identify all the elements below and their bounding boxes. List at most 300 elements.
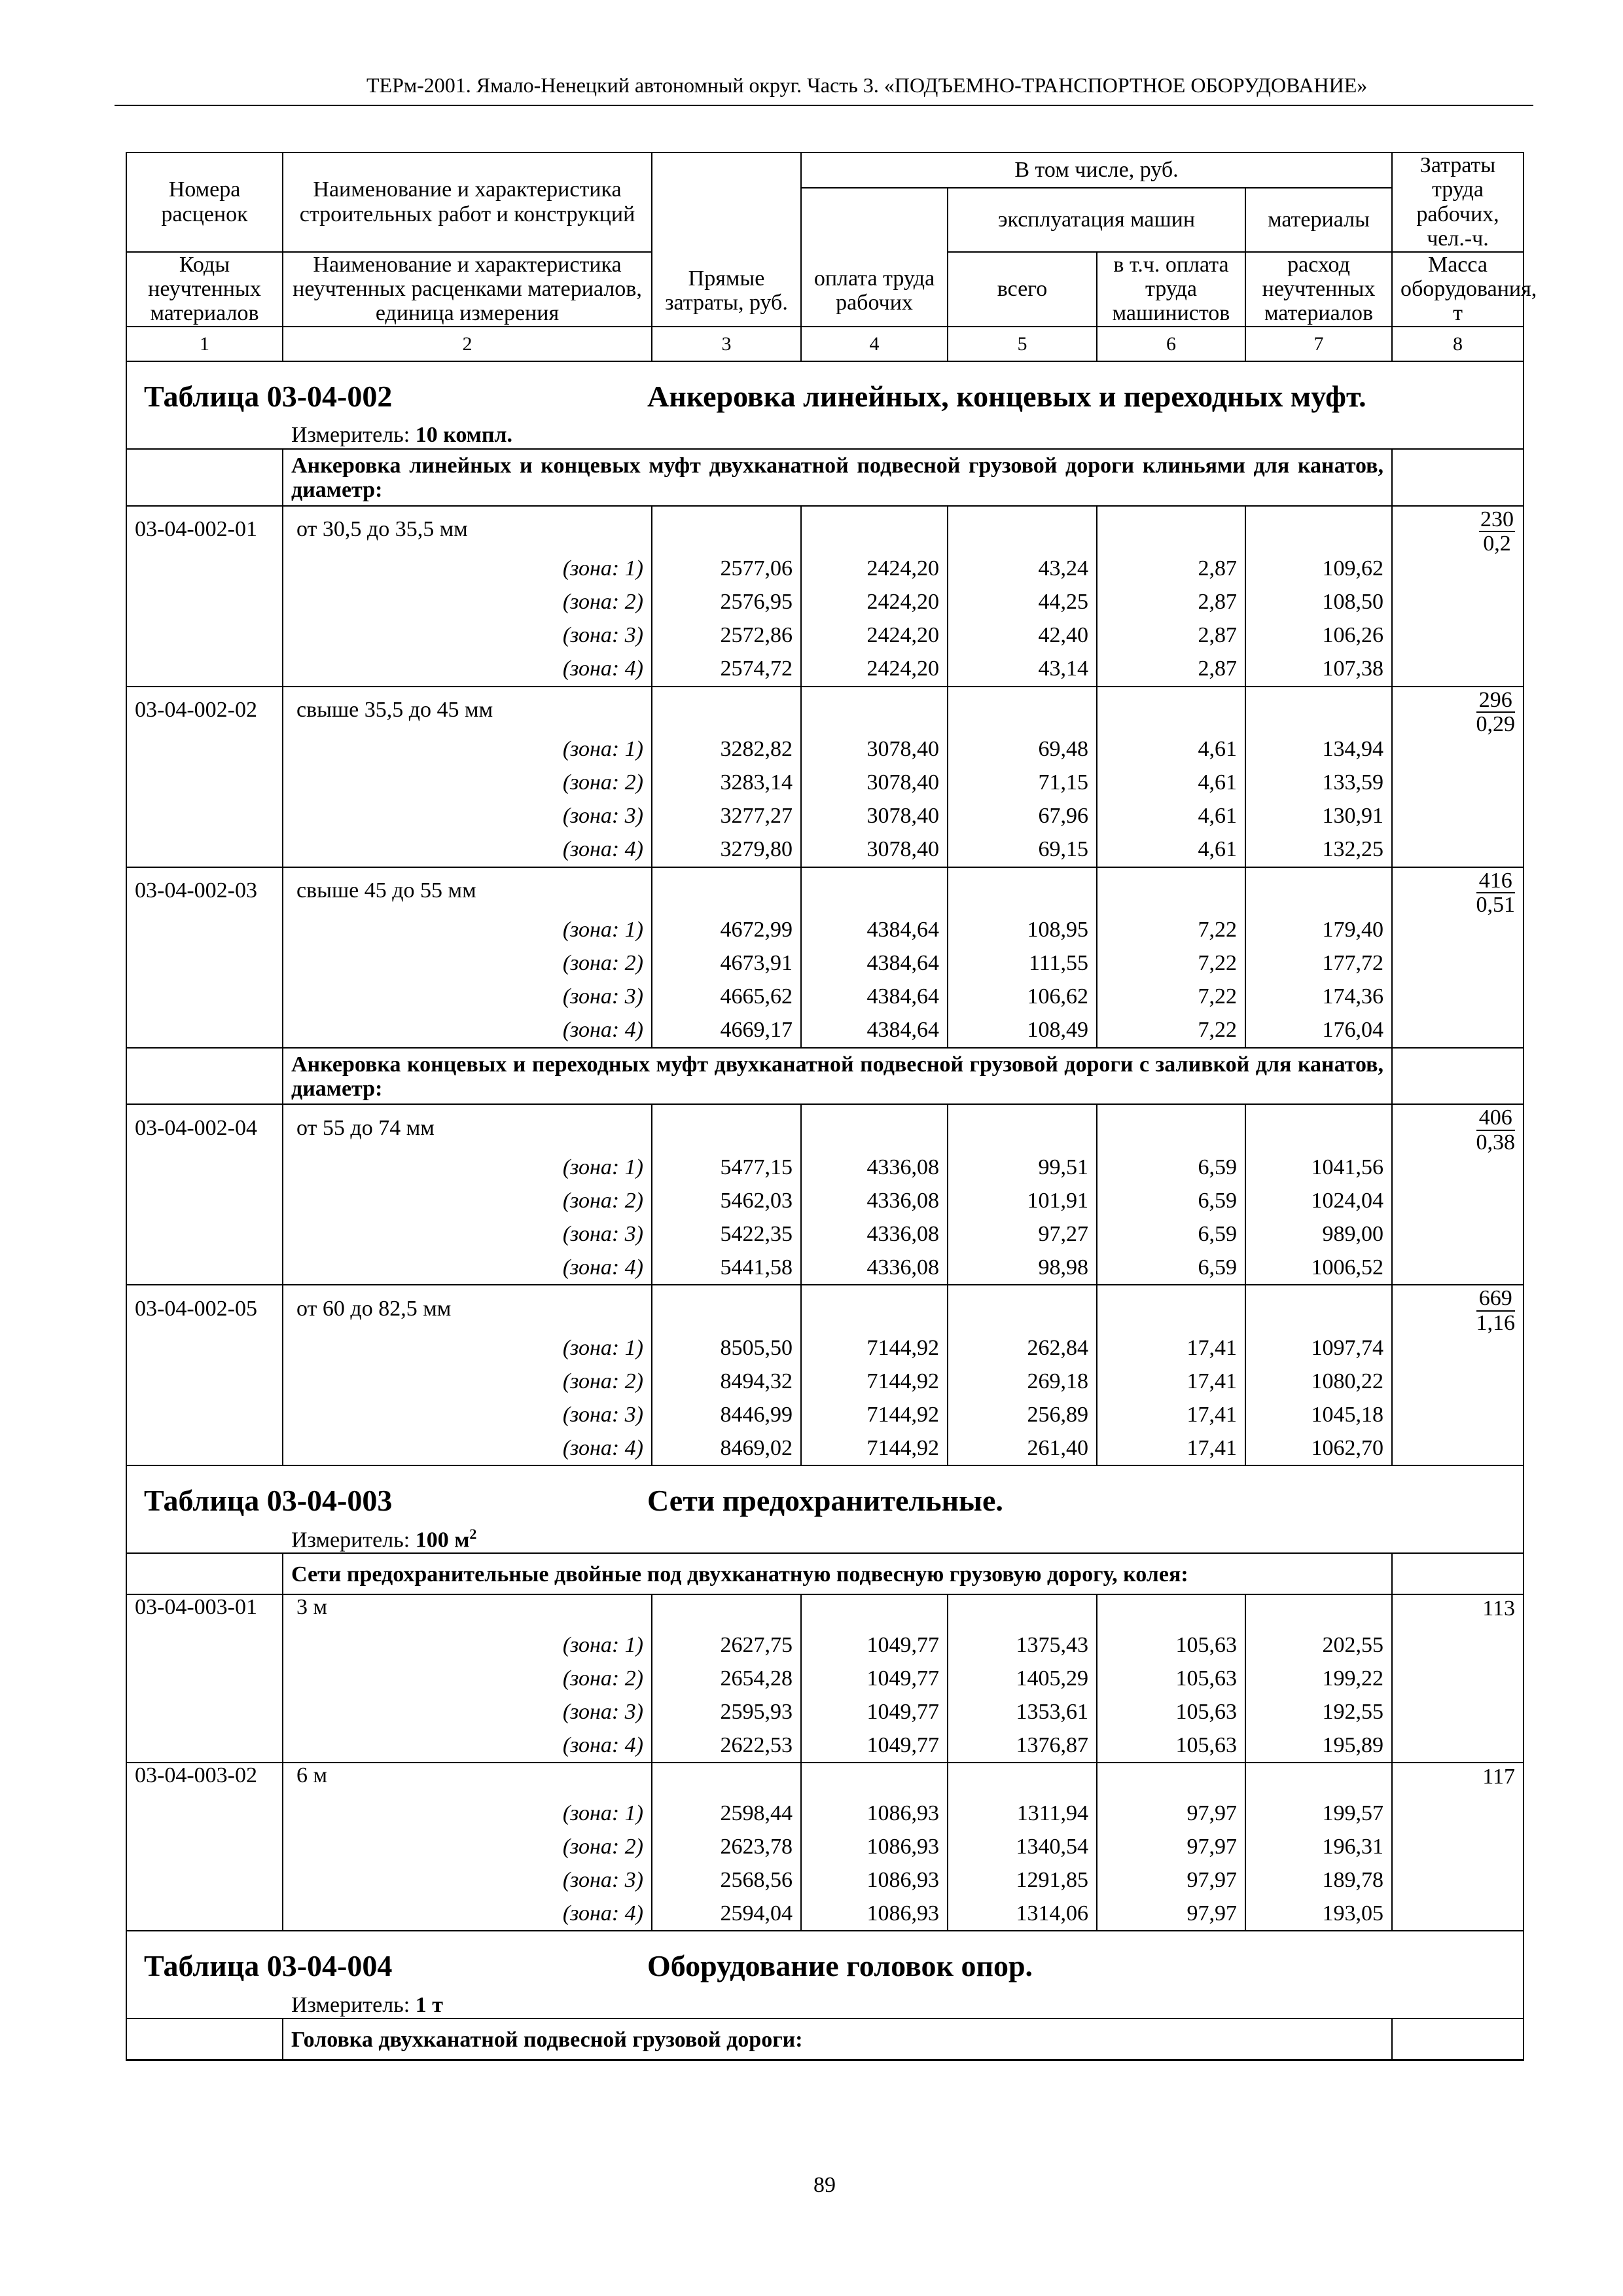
col-3-label: Прямые затраты, руб. [665,266,788,315]
zone-value: 6,59 [1097,1184,1245,1217]
zone-value: 2576,95 [652,586,801,619]
zone-row [126,914,1524,947]
zone-value: 1049,77 [801,1628,948,1662]
empty-cell [126,1830,283,1863]
zone-value: 3277,27 [652,800,801,833]
zone-row [126,1398,1524,1431]
empty-cell [126,1863,283,1897]
zone-value: 2627,75 [652,1628,801,1662]
zone-value: 2595,93 [652,1695,801,1729]
rate-description: 3 м [283,1594,652,1628]
col-4-header [801,188,948,327]
zone-label: (зона: 4) [283,1897,652,1931]
empty-cell [126,1695,283,1729]
section-row [126,449,1524,506]
zone-label: (зона: 3) [283,800,652,833]
zone-value: 105,63 [1097,1628,1245,1662]
zone-label: (зона: 2) [283,586,652,619]
zone-label: (зона: 2) [283,1184,652,1217]
section-heading: Анкеровка линейных и концевых муфт двухканатной подвесной грузовой дороги клиньями для канатов, диаметр: [283,449,1392,506]
zone-row [126,1014,1524,1048]
meter-row [126,422,1524,449]
mass-value: 0,38 [1476,1130,1515,1155]
section-heading: Сети предохранительные двойные под двухканатную подвесную грузовую дорогу, колея: [283,1553,1392,1594]
zone-row [126,1184,1524,1217]
labor-cell [1392,1763,1524,1931]
empty-cell [126,1014,283,1048]
zone-value: 8494,32 [652,1365,801,1398]
zone-label: (зона: 4) [283,1251,652,1285]
labor-value: 230 [1480,507,1514,531]
zone-label: (зона: 4) [283,1729,652,1763]
zone-value: 1049,77 [801,1662,948,1695]
zone-value: 1024,04 [1245,1184,1392,1217]
zone-row [126,1217,1524,1251]
zone-value: 4,61 [1097,833,1245,867]
col-num: 4 [801,327,948,361]
zone-label: (зона: 3) [283,1695,652,1729]
zone-value: 3078,40 [801,833,948,867]
zone-value: 7144,92 [801,1365,948,1398]
rate-row [126,1763,1524,1797]
zone-label: (зона: 4) [283,653,652,687]
zone-value: 6,59 [1097,1217,1245,1251]
zone-value: 2,87 [1097,552,1245,586]
rate-description: от 30,5 до 35,5 мм [283,506,652,552]
empty-cell [1245,1104,1392,1151]
empty-cell [1097,1594,1245,1628]
zone-value: 2577,06 [652,552,801,586]
empty-cell [126,766,283,800]
labor-value: 113 [1482,1596,1515,1621]
zone-value: 4336,08 [801,1151,948,1184]
zone-value: 1049,77 [801,1729,948,1763]
zone-value: 5441,58 [652,1251,801,1285]
zone-row [126,586,1524,619]
zone-value: 108,49 [948,1014,1097,1048]
col-7a-header: материалы [1245,188,1392,252]
zone-value: 269,18 [948,1365,1097,1398]
empty-cell [652,1594,801,1628]
zone-value: 4673,91 [652,947,801,980]
table-title-row [126,1931,1524,1992]
empty-cell [652,867,801,914]
running-header: ТЕРм-2001. Ямало-Ненецкий автономный округ. Часть 3. «ПОДЪЕМНО-ТРАНСПОРТНОЕ ОБОРУДОВАНИЕ» [366,73,1368,97]
col-num: 5 [948,327,1097,361]
zone-row [126,1662,1524,1695]
zone-row [126,1251,1524,1285]
empty-cell [126,914,283,947]
zone-value: 261,40 [948,1431,1097,1465]
rate-row [126,687,1524,733]
zone-value: 97,97 [1097,1830,1245,1863]
zone-value: 6,59 [1097,1251,1245,1285]
zone-value: 2424,20 [801,653,948,687]
empty-cell [652,687,801,733]
zone-value: 4384,64 [801,980,948,1014]
zone-value: 1080,22 [1245,1365,1392,1398]
meter-label: Измеритель: [291,423,410,448]
labor-cell [1392,506,1524,687]
zone-value: 1006,52 [1245,1251,1392,1285]
labor-mass-fraction [1476,689,1516,736]
zone-value: 262,84 [948,1331,1097,1365]
zone-value: 3283,14 [652,766,801,800]
zone-value: 4384,64 [801,914,948,947]
empty-cell [948,1285,1097,1331]
table-name: Оборудование головок опор. [647,1949,1033,1983]
section-heading: Анкеровка концевых и переходных муфт двухканатной подвесной грузовой дороги с заливкой для канатов, диаметр: [283,1048,1392,1105]
zone-row [126,1628,1524,1662]
zone-value: 3078,40 [801,800,948,833]
zone-value: 107,38 [1245,653,1392,687]
zone-value: 192,55 [1245,1695,1392,1729]
rate-code: 03-04-003-01 [126,1594,283,1628]
zone-value: 177,72 [1245,947,1392,980]
zone-value: 130,91 [1245,800,1392,833]
empty-cell [126,1797,283,1830]
zone-value: 99,51 [948,1151,1097,1184]
zone-value: 43,24 [948,552,1097,586]
table-title: Таблица 03-04-004 [144,1949,393,1983]
zone-label: (зона: 1) [283,1628,652,1662]
empty-cell [126,1628,283,1662]
section-end-cell [1392,1553,1524,1594]
zone-row [126,1331,1524,1365]
zone-value: 2598,44 [652,1797,801,1830]
zone-value: 134,94 [1245,733,1392,766]
empty-cell [948,867,1097,914]
meter-label: Измеритель: [291,1528,410,1552]
zone-value: 43,14 [948,653,1097,687]
empty-cell [1245,1594,1392,1628]
labor-cell [1392,1594,1524,1763]
zone-value: 1291,85 [948,1863,1097,1897]
zone-label: (зона: 1) [283,1331,652,1365]
section-end-cell [1392,449,1524,506]
zone-value: 106,26 [1245,619,1392,653]
zone-value: 196,31 [1245,1830,1392,1863]
zone-value: 176,04 [1245,1014,1392,1048]
zone-row [126,1797,1524,1830]
empty-cell [1097,687,1245,733]
empty-cell [1245,506,1392,552]
rate-description: от 60 до 82,5 мм [283,1285,652,1331]
zone-value: 989,00 [1245,1217,1392,1251]
meter-row [126,1992,1524,2018]
col-6-header: в т.ч. оплата труда машинистов [1097,252,1245,327]
zone-value: 2574,72 [652,653,801,687]
rate-description: свыше 45 до 55 мм [283,867,652,914]
zone-row [126,552,1524,586]
rate-code: 03-04-003-02 [126,1763,283,1797]
empty-cell [126,653,283,687]
meter-superscript: 2 [469,1526,477,1543]
rate-row [126,867,1524,914]
col-num: 2 [283,327,652,361]
empty-cell [948,1763,1097,1797]
empty-cell [126,552,283,586]
zone-value: 101,91 [948,1184,1097,1217]
zone-value: 2424,20 [801,619,948,653]
zone-value: 5462,03 [652,1184,801,1217]
zone-value: 1086,93 [801,1830,948,1863]
zone-value: 97,97 [1097,1797,1245,1830]
zone-value: 189,78 [1245,1863,1392,1897]
zone-value: 5477,15 [652,1151,801,1184]
zone-value: 17,41 [1097,1331,1245,1365]
labor-value: 416 [1476,869,1516,894]
zone-value: 97,97 [1097,1863,1245,1897]
empty-cell [652,506,801,552]
table-title: Таблица 03-04-003 [144,1484,393,1518]
zone-value: 44,25 [948,586,1097,619]
rate-description: 6 м [283,1763,652,1797]
zone-value: 17,41 [1097,1398,1245,1431]
zone-label: (зона: 3) [283,1217,652,1251]
zone-value: 1375,43 [948,1628,1097,1662]
empty-cell [126,1217,283,1251]
col-5-header: всего [948,252,1097,327]
zone-value: 2424,20 [801,552,948,586]
zone-row [126,1365,1524,1398]
meter-row [126,1526,1524,1553]
zone-value: 199,57 [1245,1797,1392,1830]
zone-value: 97,27 [948,1217,1097,1251]
rate-row [126,1285,1524,1331]
zone-row [126,1151,1524,1184]
zone-value: 2,87 [1097,653,1245,687]
empty-cell [801,1763,948,1797]
empty-cell [126,947,283,980]
zone-value: 4384,64 [801,1014,948,1048]
zone-value: 1086,93 [801,1863,948,1897]
table-name: Сети предохранительные. [647,1484,1003,1518]
zone-label: (зона: 3) [283,619,652,653]
empty-cell [1097,1285,1245,1331]
zone-value: 98,98 [948,1251,1097,1285]
meter-value: 10 компл. [415,423,513,448]
empty-cell [801,1285,948,1331]
empty-cell [1097,506,1245,552]
zone-value: 1314,06 [948,1897,1097,1931]
empty-cell [126,1365,283,1398]
zone-value: 1086,93 [801,1797,948,1830]
empty-cell [801,867,948,914]
col-7b-header: расход неучтенных материалов [1245,252,1392,327]
zone-value: 6,59 [1097,1151,1245,1184]
col-num: 6 [1097,327,1245,361]
zone-value: 108,95 [948,914,1097,947]
table-title-cell [126,1931,1524,1992]
col-4-label: оплата труда рабочих [813,266,935,315]
rate-code: 03-04-002-02 [126,687,283,733]
meter-cell [126,422,1524,449]
zone-row [126,947,1524,980]
zone-value: 7144,92 [801,1431,948,1465]
labor-mass-fraction [1479,508,1515,556]
zone-label: (зона: 2) [283,947,652,980]
zone-value: 4672,99 [652,914,801,947]
zone-value: 17,41 [1097,1431,1245,1465]
empty-cell [1245,867,1392,914]
zone-value: 8469,02 [652,1431,801,1465]
table-title-cell [126,361,1524,422]
zone-value: 133,59 [1245,766,1392,800]
empty-cell [652,1763,801,1797]
zone-row [126,1695,1524,1729]
meter-label: Измеритель: [291,1992,410,2017]
zone-value: 67,96 [948,800,1097,833]
zone-value: 2424,20 [801,586,948,619]
zone-value: 2,87 [1097,619,1245,653]
zone-value: 108,50 [1245,586,1392,619]
empty-cell [801,687,948,733]
empty-cell [948,506,1097,552]
col-1a-header: Номера расценок [126,152,283,252]
zone-value: 7,22 [1097,1014,1245,1048]
labor-value: 296 [1476,689,1516,713]
col-8a-header: Затраты труда рабочих, чел.-ч. [1392,152,1524,252]
zone-value: 2,87 [1097,586,1245,619]
machines-header: эксплуатация машин [948,188,1245,252]
zone-value: 69,48 [948,733,1097,766]
section-row [126,1048,1524,1105]
table-title-row [126,361,1524,422]
empty-cell [1097,1104,1245,1151]
table-title-row [126,1465,1524,1526]
column-numbers-row [126,327,1524,361]
zone-value: 174,36 [1245,980,1392,1014]
zone-label: (зона: 1) [283,1151,652,1184]
zone-value: 106,62 [948,980,1097,1014]
section-row [126,1553,1524,1594]
empty-cell [126,733,283,766]
zone-value: 202,55 [1245,1628,1392,1662]
zone-row [126,833,1524,867]
mass-value: 0,51 [1476,893,1515,918]
zone-label: (зона: 4) [283,1014,652,1048]
zone-value: 105,63 [1097,1695,1245,1729]
zone-value: 97,97 [1097,1897,1245,1931]
rate-row [126,1104,1524,1151]
zone-value: 69,15 [948,833,1097,867]
empty-cell [126,1398,283,1431]
labor-value: 406 [1476,1106,1516,1131]
zone-value: 1311,94 [948,1797,1097,1830]
col-3-header [652,152,801,327]
empty-cell [126,1431,283,1465]
zone-value: 4,61 [1097,733,1245,766]
empty-cell [126,1251,283,1285]
zone-row [126,1729,1524,1763]
section-code-cell [126,2018,283,2060]
empty-cell [948,1104,1097,1151]
section-end-cell [1392,2018,1524,2060]
labor-cell [1392,1285,1524,1465]
empty-cell [948,687,1097,733]
zone-value: 2623,78 [652,1830,801,1863]
empty-cell [1097,867,1245,914]
col-1b-header: Коды неучтенных материалов [126,252,283,327]
col-2a-header: Наименование и характеристика строительных работ и конструкций [283,152,652,252]
section-heading: Головка двухканатной подвесной грузовой дороги: [283,2018,1392,2060]
zone-value: 7144,92 [801,1331,948,1365]
header-row-1 [126,152,1524,188]
empty-cell [126,1729,283,1763]
zone-row [126,653,1524,687]
zone-value: 8446,99 [652,1398,801,1431]
zone-value: 7,22 [1097,980,1245,1014]
zone-value: 42,40 [948,619,1097,653]
zone-label: (зона: 1) [283,1797,652,1830]
zone-value: 111,55 [948,947,1097,980]
zone-value: 105,63 [1097,1662,1245,1695]
col-num: 3 [652,327,801,361]
rate-code: 03-04-002-03 [126,867,283,914]
mass-value: 1,16 [1476,1310,1515,1335]
zone-value: 132,25 [1245,833,1392,867]
labor-cell [1392,1104,1524,1285]
empty-cell [801,1594,948,1628]
empty-cell [126,1662,283,1695]
col-num: 7 [1245,327,1392,361]
rate-code: 03-04-002-01 [126,506,283,552]
rate-description: от 55 до 74 мм [283,1104,652,1151]
zone-value: 4336,08 [801,1217,948,1251]
zone-value: 1376,87 [948,1729,1097,1763]
col-num: 8 [1392,327,1524,361]
zone-value: 1097,74 [1245,1331,1392,1365]
zone-value: 2654,28 [652,1662,801,1695]
zone-value: 1041,56 [1245,1151,1392,1184]
empty-cell [948,1594,1097,1628]
zone-value: 4,61 [1097,766,1245,800]
empty-cell [652,1285,801,1331]
empty-cell [801,506,948,552]
zone-value: 17,41 [1097,1365,1245,1398]
in-total-header: В том числе, руб. [801,152,1392,188]
meter-value: 100 м [415,1528,470,1552]
meter-cell [126,1992,1524,2018]
zone-value: 1340,54 [948,1830,1097,1863]
zone-label: (зона: 1) [283,914,652,947]
zone-value: 71,15 [948,766,1097,800]
zone-value: 8505,50 [652,1331,801,1365]
section-code-cell [126,449,283,506]
header-rule [115,105,1533,106]
zone-value: 193,05 [1245,1897,1392,1931]
table-title: Таблица 03-04-002 [144,379,393,413]
col-2b-header: Наименование и характеристика неучтенных расценками материалов, единица измерения [283,252,652,327]
mass-value: 0,29 [1476,712,1515,737]
zone-value: 256,89 [948,1398,1097,1431]
zone-value: 4384,64 [801,947,948,980]
empty-cell [126,1184,283,1217]
zone-label: (зона: 2) [283,1662,652,1695]
zone-row [126,800,1524,833]
empty-cell [126,619,283,653]
zone-value: 4669,17 [652,1014,801,1048]
zone-label: (зона: 3) [283,1863,652,1897]
meter-cell [126,1526,1524,1553]
zone-value: 1062,70 [1245,1431,1392,1465]
zone-label: (зона: 1) [283,733,652,766]
zone-value: 105,63 [1097,1729,1245,1763]
zone-row [126,980,1524,1014]
zone-label: (зона: 2) [283,1365,652,1398]
empty-cell [652,1104,801,1151]
